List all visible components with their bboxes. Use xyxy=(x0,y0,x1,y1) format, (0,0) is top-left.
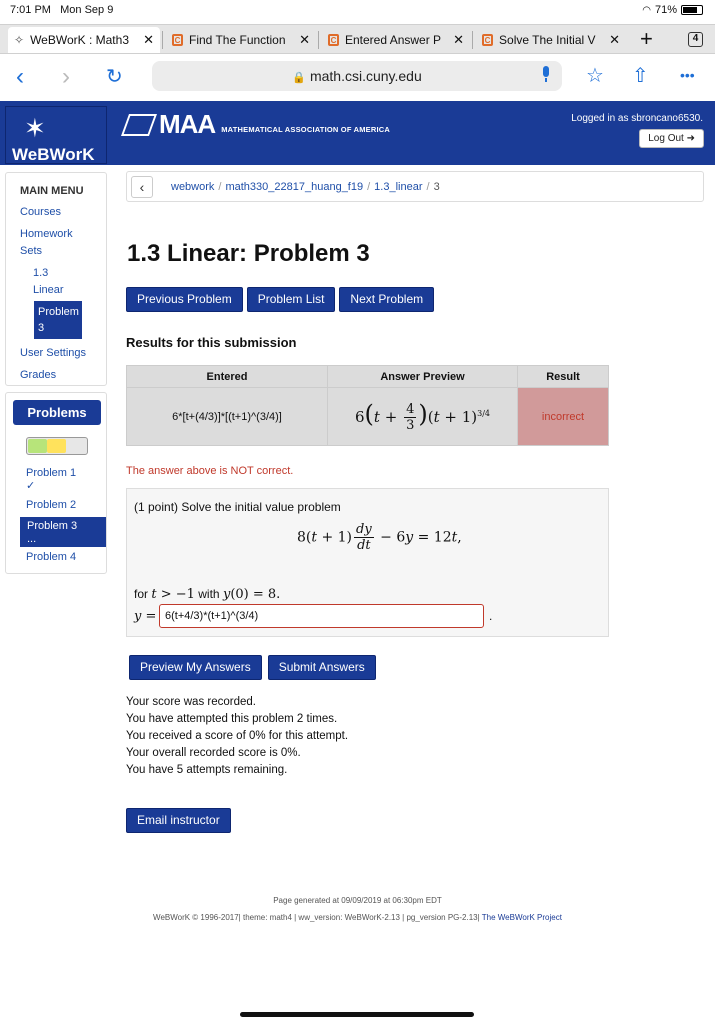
footer-generated: Page generated at 09/09/2019 at 06:30pm EDT xyxy=(273,896,442,905)
microphone-icon[interactable] xyxy=(542,66,550,82)
answer-label: y = xyxy=(134,609,157,624)
progress-correct xyxy=(28,439,47,453)
problems-panel xyxy=(5,392,107,574)
battery-icon xyxy=(681,5,703,15)
webwork-project-link[interactable]: The WeBWorK Project xyxy=(481,913,562,922)
progress-attempted xyxy=(47,439,66,453)
chegg-favicon-icon: C xyxy=(328,34,339,46)
status-right xyxy=(642,4,703,16)
login-status: Logged in as sbroncano6530. xyxy=(571,113,703,124)
tab-entered-answer[interactable]: C Entered Answer P ✕ xyxy=(322,27,470,53)
score-line: You received a score of 0% for this attempt. xyxy=(126,730,349,742)
address-field[interactable]: 🔒 math.csi.cuny.edu xyxy=(152,61,562,91)
tab-bar xyxy=(0,24,715,54)
breadcrumb-items: webwork / math330_22817_huang_f19 / 1.3_linear / 3 xyxy=(171,181,440,193)
crumb-set[interactable]: 1.3_linear xyxy=(374,181,423,193)
share-icon[interactable]: ⇧ xyxy=(632,65,649,87)
entered-cell: 6*[t+(4/3)]*[(t+1)^(3/4)] xyxy=(127,388,328,446)
bookmark-star-icon[interactable]: ☆ xyxy=(586,65,604,87)
logout-button[interactable]: Log Out ➜ xyxy=(639,129,704,148)
answer-input[interactable] xyxy=(159,604,484,628)
answer-period: . xyxy=(489,609,493,623)
home-indicator[interactable] xyxy=(240,1012,474,1017)
lock-icon: 🔒 xyxy=(292,72,306,84)
crumb-problem: 3 xyxy=(433,181,440,193)
url-bar xyxy=(0,55,715,99)
new-tab-icon[interactable]: + xyxy=(640,26,653,51)
problem-prompt: (1 point) Solve the initial value problem xyxy=(134,500,341,514)
chegg-favicon-icon: C xyxy=(172,34,183,46)
close-icon[interactable]: ✕ xyxy=(299,32,310,47)
tab-count[interactable]: 4 xyxy=(688,32,703,47)
score-messages xyxy=(126,694,348,779)
forward-icon[interactable]: › xyxy=(62,63,70,90)
menu-grades[interactable]: Grades xyxy=(20,369,57,381)
close-icon[interactable]: ✕ xyxy=(143,32,154,47)
breadcrumb-back-icon[interactable]: ‹ xyxy=(131,176,153,198)
problem-link-2[interactable]: Problem 2 xyxy=(26,499,77,511)
menu-homework-sets[interactable]: Homework Sets xyxy=(20,228,73,257)
problem-link-3[interactable]: Problem 3 ... xyxy=(20,517,106,547)
col-answer-preview: Answer Preview xyxy=(328,366,518,388)
crumb-course[interactable]: math330_22817_huang_f19 xyxy=(225,181,364,193)
results-heading: Results for this submission xyxy=(126,335,297,350)
not-correct-message: The answer above is NOT correct. xyxy=(126,465,294,477)
next-problem-button[interactable]: Next Problem xyxy=(339,287,434,312)
tab-solve-initial[interactable]: C Solve The Initial V ✕ xyxy=(476,27,626,53)
initial-condition: for t > −1 with y(0) = 8. xyxy=(134,587,281,602)
chegg-favicon-icon: C xyxy=(482,34,493,46)
webwork-logo[interactable]: ✶ WeBWorK xyxy=(5,106,107,164)
col-entered: Entered xyxy=(127,366,328,388)
webwork-star-icon: ✶ xyxy=(24,113,46,143)
breadcrumb xyxy=(126,171,704,202)
progress-bar xyxy=(26,437,88,455)
answer-preview-math: 6(t + $\frac{4}{3}$ )$(t + 1)^{3/4}$ xyxy=(355,399,490,434)
close-icon[interactable]: ✕ xyxy=(609,32,620,47)
result-cell: incorrect xyxy=(518,388,609,446)
tab-webwork[interactable]: ✧ WeBWorK : Math3 ✕ xyxy=(8,27,160,53)
submit-row xyxy=(129,655,376,680)
problem-equation: 8(t + 1) $\frac{dy}{dt}$ − 6y = 12t, xyxy=(297,522,462,553)
menu-problem-3[interactable]: Problem 3 xyxy=(34,301,82,339)
check-icon: ✓ xyxy=(26,480,36,492)
submit-answers-button[interactable]: Submit Answers xyxy=(268,655,376,680)
score-line: You have 5 attempts remaining. xyxy=(126,764,288,776)
status-time: 7:01 PM Mon Sep 9 xyxy=(10,4,114,16)
logout-icon: ➜ xyxy=(686,133,695,144)
footer-copyright: WeBWorK © 1996-2017| theme: math4 | ww_version: WeBWorK-2.13 | pg_version PG-2.13| The WeBWorK Project xyxy=(153,913,562,922)
webwork-favicon-icon: ✧ xyxy=(14,33,25,47)
page-title: 1.3 Linear: Problem 3 xyxy=(127,240,370,267)
score-line: You have attempted this problem 2 times. xyxy=(126,713,338,725)
preview-answers-button[interactable]: Preview My Answers xyxy=(129,655,262,680)
maa-logo[interactable]: MAA MATHEMATICAL ASSOCIATION OF AMERICA xyxy=(125,109,390,140)
problem-list-button[interactable]: Problem List xyxy=(247,287,336,312)
status-bar xyxy=(0,0,715,20)
previous-problem-button[interactable]: Previous Problem xyxy=(126,287,243,312)
tab-find-function[interactable]: C Find The Function ✕ xyxy=(166,27,316,53)
col-result: Result xyxy=(518,366,609,388)
problem-link-1[interactable]: Problem 1 ✓ xyxy=(26,467,77,492)
maa-mark-icon xyxy=(121,114,157,136)
results-table xyxy=(126,365,609,446)
battery-percent: 71% xyxy=(654,4,677,16)
main-menu xyxy=(5,172,107,386)
menu-set-1-3-linear[interactable]: 1.3 Linear xyxy=(33,267,64,296)
close-icon[interactable]: ✕ xyxy=(453,32,464,47)
problem-box xyxy=(126,488,609,637)
problem-link-4[interactable]: Problem 4 xyxy=(26,551,77,563)
answer-preview-cell xyxy=(328,388,518,446)
menu-user-settings[interactable]: User Settings xyxy=(20,347,87,359)
email-row xyxy=(126,808,231,833)
wifi-icon: ◠ xyxy=(642,4,651,16)
more-icon[interactable]: ••• xyxy=(680,67,695,83)
score-line: Your score was recorded. xyxy=(126,696,256,708)
crumb-webwork[interactable]: webwork xyxy=(171,181,215,193)
menu-title: MAIN MENU xyxy=(20,185,84,197)
score-line: Your overall recorded score is 0%. xyxy=(126,747,301,759)
problems-title: Problems xyxy=(13,400,101,425)
email-instructor-button[interactable]: Email instructor xyxy=(126,808,231,833)
table-row xyxy=(127,388,609,446)
reload-icon[interactable]: ↻ xyxy=(106,66,123,88)
site-header xyxy=(0,101,715,165)
menu-courses[interactable]: Courses xyxy=(20,206,61,218)
problem-nav xyxy=(126,287,434,312)
back-icon[interactable]: ‹ xyxy=(16,63,24,90)
